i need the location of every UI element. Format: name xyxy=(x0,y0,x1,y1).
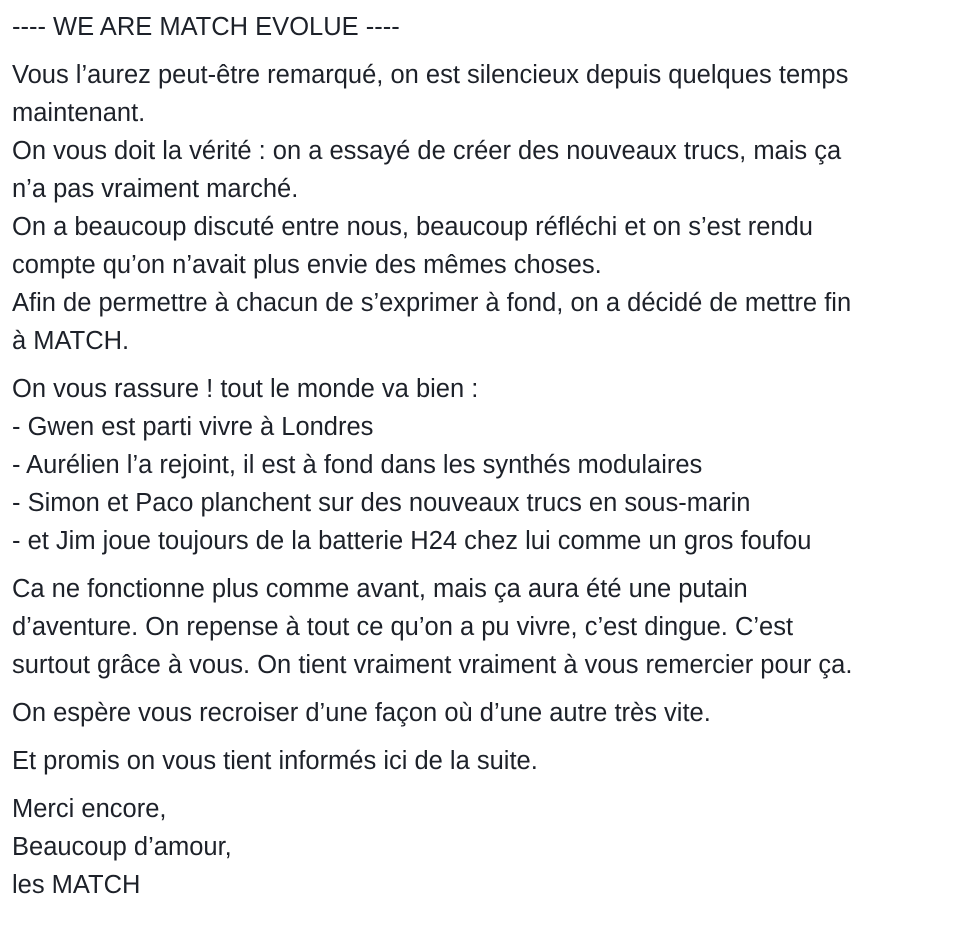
text-line: n’a pas vraiment marché. xyxy=(12,175,299,203)
text-line: maintenant. xyxy=(12,99,146,127)
text-line: Ca ne fonctionne plus comme avant, mais ça aura été une putain xyxy=(12,575,748,603)
text-line: à MATCH. xyxy=(12,327,130,355)
list-item: - et Jim joue toujours de la batterie H24 chez lui comme un gros foufou xyxy=(12,527,812,555)
paragraph-silence xyxy=(12,56,976,360)
text-line: compte qu’on n’avait plus envie des mêmes choses. xyxy=(12,251,602,279)
paragraph-adventure xyxy=(12,570,976,684)
paragraph-hope xyxy=(12,694,976,732)
signoff-line: Merci encore, xyxy=(12,795,167,823)
text-line: On vous rassure ! tout le monde va bien : xyxy=(12,375,479,403)
heading-line: ---- WE ARE MATCH EVOLUE ---- xyxy=(12,13,400,41)
signoff-line: Beaucoup d’amour, xyxy=(12,833,232,861)
text-line: On espère vous recroiser d’une façon où d’une autre très vite. xyxy=(12,699,711,727)
text-line: Afin de permettre à chacun de s’exprimer à fond, on a décidé de mettre fin xyxy=(12,289,852,317)
signoff xyxy=(12,790,976,904)
paragraph-members xyxy=(12,370,976,560)
text-line: d’aventure. On repense à tout ce qu’on a pu vivre, c’est dingue. C’est xyxy=(12,613,794,641)
paragraph-promise xyxy=(12,742,976,780)
text-line: On vous doit la vérité : on a essayé de créer des nouveaux trucs, mais ça xyxy=(12,137,842,165)
list-item: - Aurélien l’a rejoint, il est à fond dans les synthés modulaires xyxy=(12,451,703,479)
text-line: Vous l’aurez peut-être remarqué, on est silencieux depuis quelques temps xyxy=(12,61,849,89)
text-line: On a beaucoup discuté entre nous, beaucoup réfléchi et on s’est rendu xyxy=(12,213,813,241)
text-line: Et promis on vous tient informés ici de la suite. xyxy=(12,747,538,775)
text-line: surtout grâce à vous. On tient vraiment vraiment à vous remercier pour ça. xyxy=(12,651,853,679)
post-heading xyxy=(12,8,976,46)
signoff-line: les MATCH xyxy=(12,871,141,899)
list-item: - Simon et Paco planchent sur des nouveaux trucs en sous-marin xyxy=(12,489,751,517)
list-item: - Gwen est parti vivre à Londres xyxy=(12,413,374,441)
